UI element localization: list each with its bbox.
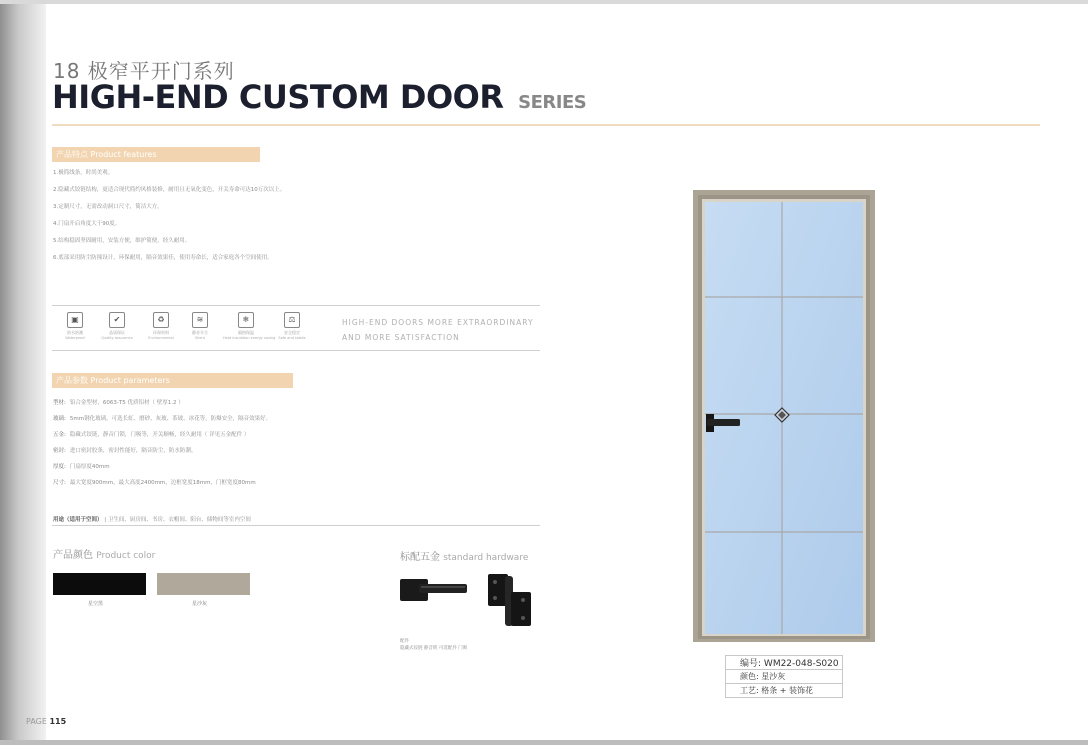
features-section-header: 产品特点 Product features — [52, 147, 260, 162]
certification-band — [52, 305, 540, 351]
top-edge — [0, 0, 1088, 4]
balance-icon: ⚖ — [284, 312, 300, 328]
feature-item: 5.结构稳固坚固耐用，安装方便，维护简便，经久耐用。 — [53, 238, 191, 244]
spec-row — [53, 431, 533, 447]
quality-check-icon: ✔ — [109, 312, 125, 328]
slogan — [342, 315, 534, 345]
cert-silent — [177, 312, 223, 346]
usage-label: 用途（适用于空间） — [53, 517, 103, 523]
usage-divider — [52, 525, 540, 526]
cert-title: 品质保证 — [109, 330, 125, 335]
bottom-edge — [0, 740, 1088, 745]
cert-title: 防水防潮 — [67, 330, 83, 335]
slogan-line-1: HIGH-END DOORS MORE EXTRAORDINARY — [342, 318, 534, 327]
page-prefix: PAGE — [26, 717, 47, 726]
cert-subtitle: Environmental — [148, 336, 174, 340]
cert-safety — [269, 312, 315, 346]
hardware-caption-line-2: 隐藏式铰链 静音锁 可选配件 门吸 — [400, 646, 468, 651]
slogan-line-2: AND MORE SATISFACTION — [342, 333, 460, 342]
feature-item: 3.定制尺寸，无需改动洞口尺寸，简洁大方。 — [53, 204, 163, 210]
cert-subtitle: Safe and stable — [278, 336, 306, 340]
cert-subtitle: Heat insulation energy saving — [223, 336, 276, 340]
hardware-heading — [400, 548, 528, 563]
usage-value: 卫生间、厨房间、书房、衣帽间、阳台、储物间等室内空间 — [107, 517, 251, 523]
feature-item: 2.隐藏式铰链结构，更适合现代简约风格装修，耐用且无氧化变色，开关寿命可达10万次以上。 — [53, 187, 286, 193]
product-color-title-cn: 产品颜色 — [53, 550, 93, 561]
page-number — [26, 717, 66, 726]
spec-row — [53, 463, 533, 479]
spec-value: 最大宽度900mm，最大高度2400mm，边框宽度18mm，门框宽度80mm — [69, 480, 256, 486]
cert-title: 静音开合 — [192, 330, 208, 335]
door-process-cell — [726, 684, 843, 698]
feature-item: 4.门扇开启角度大于90度。 — [53, 221, 121, 227]
spec-row — [53, 399, 533, 415]
spec-value: 门扇厚度40mm — [69, 464, 110, 470]
color-swatch-grey — [157, 573, 250, 595]
door-color-label: 颜色: — [740, 672, 759, 681]
series-subtitle: 18 极窄平开门系列 — [53, 59, 235, 83]
recycle-icon: ♻ — [153, 312, 169, 328]
hinge-icon — [485, 572, 535, 630]
specs-list — [53, 399, 533, 495]
spec-value: 隐藏式铰链，静音门锁，门吸等，开关顺畅，经久耐用（ 详见五金配件 ） — [69, 432, 250, 438]
color-swatch-label: 星空黑 — [88, 601, 104, 607]
spec-value: 5mm钢化玻璃，可选长虹、磨砂、灰玻、茶玻、冰花等，防爆安全，隔音效果好。 — [69, 416, 272, 422]
cert-insulation — [223, 312, 276, 346]
spec-value: 进口密封胶条，密封性能好，隔音防尘，防水防潮。 — [69, 448, 197, 454]
door-illustration — [693, 190, 877, 645]
spec-key: 尺寸: — [53, 480, 66, 486]
hardware-caption — [400, 638, 467, 652]
cert-subtitle: Waterproof — [65, 336, 85, 340]
page-number-value: 115 — [49, 717, 67, 726]
spec-key: 厚度: — [53, 464, 66, 470]
page-title-suffix: SERIES — [518, 92, 587, 113]
usage-scene: 用途（适用于空间） | 卫生间、厨房间、书房、衣帽间、阳台、储物间等室内空间 — [53, 517, 251, 523]
title-divider — [52, 124, 1040, 126]
spec-row — [53, 479, 533, 495]
door-process-label: 工艺: — [740, 686, 759, 695]
door-color-cell — [726, 670, 843, 684]
silent-icon: ≋ — [192, 312, 208, 328]
spec-row — [53, 415, 533, 431]
spec-row — [53, 447, 533, 463]
door-code-label: 编号: — [740, 659, 762, 669]
cert-waterproof — [52, 312, 98, 346]
page-title-main: HIGH-END CUSTOM DOOR — [52, 78, 504, 116]
spec-key: 五金: — [53, 432, 66, 438]
spec-value: 铝合金型材，6063-T5 优质铝材（ 壁厚1.2 ） — [69, 400, 184, 406]
cert-title: 隔热保温 — [238, 330, 254, 335]
cert-quality — [94, 312, 140, 346]
product-color-title-en: Product color — [96, 551, 156, 561]
color-swatch-black — [53, 573, 146, 595]
hardware-title-cn: 标配五金 — [400, 552, 440, 563]
spec-key: 密封: — [53, 448, 66, 454]
door-color: 星沙灰 — [761, 672, 786, 681]
cert-subtitle: Silent — [195, 336, 205, 340]
cert-title: 安全稳定 — [284, 330, 300, 335]
feature-item: 1.极简线条，时尚美观。 — [53, 170, 114, 176]
door-process: 格条 + 装饰花 — [761, 686, 814, 695]
color-swatch-label: 星沙灰 — [192, 601, 208, 607]
cert-title: 环保材料 — [153, 330, 169, 335]
hardware-title-en: standard hardware — [443, 553, 529, 563]
waterproof-icon: ▣ — [67, 312, 83, 328]
spec-key: 玻璃: — [53, 416, 66, 422]
specs-section-header: 产品参数 Product parameters — [52, 373, 293, 388]
door-code-cell — [726, 656, 843, 670]
page-title — [52, 78, 586, 116]
book-spine-shadow — [0, 0, 46, 745]
door-handle-icon — [399, 578, 469, 604]
door-code: WM22-048-S020 — [763, 659, 839, 669]
feature-item: 6.底部采用防尘防撞设计，环保耐用，隔音效果佳，使用寿命长，适合家庭各个空间使用。 — [53, 255, 273, 261]
door-info-table — [725, 655, 843, 698]
snowflake-icon: ❄ — [238, 312, 254, 328]
hardware-caption-line-1: 配件 — [400, 639, 409, 644]
product-color-heading — [53, 546, 155, 561]
cert-subtitle: Quality assurance — [101, 336, 133, 340]
spec-key: 型材: — [53, 400, 66, 406]
features-list — [53, 169, 523, 271]
